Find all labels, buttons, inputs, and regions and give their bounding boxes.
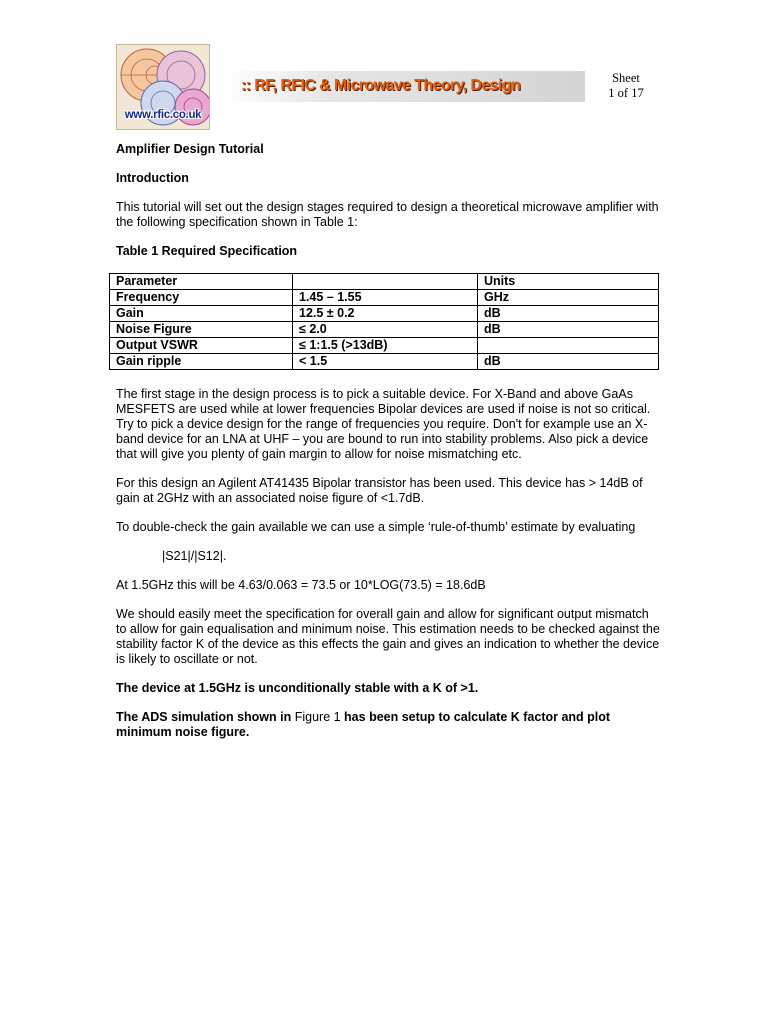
gain-formula: |S21|/|S12|. bbox=[162, 549, 227, 563]
table-cell: GHz bbox=[478, 290, 659, 306]
table-cell: dB bbox=[478, 306, 659, 322]
table-cell: Noise Figure bbox=[110, 322, 293, 338]
table-header-cell bbox=[293, 274, 478, 290]
banner-title: :: RF, RFIC & Microwave Theory, Design bbox=[241, 77, 521, 94]
table-row bbox=[110, 306, 659, 322]
simulation-paragraph bbox=[116, 710, 661, 740]
table-cell: Gain ripple bbox=[110, 354, 293, 370]
table-cell: dB bbox=[478, 354, 659, 370]
table-header-cell: Units bbox=[478, 274, 659, 290]
section-heading: Introduction bbox=[116, 171, 189, 185]
table-cell: Output VSWR bbox=[110, 338, 293, 354]
table-cell: dB bbox=[478, 322, 659, 338]
document-body bbox=[116, 142, 661, 754]
table-cell: Gain bbox=[110, 306, 293, 322]
simulation-text-end: has been setup to calculate K factor and plot minimum noise figure. bbox=[116, 710, 611, 739]
specification-table bbox=[109, 273, 659, 370]
table-row bbox=[110, 322, 659, 338]
header-banner bbox=[221, 71, 585, 102]
table-cell: 12.5 ± 0.2 bbox=[293, 306, 478, 322]
stability-paragraph: We should easily meet the specification for overall gain and allow for significant output mismatch to allow for gain equalisation and minimum noise. This estimation needs to be checked against the stability factor K of the device as this effects the gain and gives an indication to whether the device is likely to oscillate or not. bbox=[116, 607, 660, 666]
gain-calculation: At 1.5GHz this will be 4.63/0.063 = 73.5 or 10*LOG(73.5) = 18.6dB bbox=[116, 578, 486, 592]
table-header-row bbox=[110, 274, 659, 290]
rule-of-thumb-paragraph: To double-check the gain available we can use a simple ‘rule-of-thumb’ estimate by evaluating bbox=[116, 520, 636, 534]
sheet-indicator bbox=[596, 71, 656, 101]
logo-url-text: www.rfic.co.uk bbox=[124, 109, 202, 121]
stability-statement: The device at 1.5GHz is unconditionally stable with a K of >1. bbox=[116, 681, 479, 695]
table-row bbox=[110, 290, 659, 306]
table-cell bbox=[478, 338, 659, 354]
table-cell: ≤ 2.0 bbox=[293, 322, 478, 338]
device-selection-paragraph: The first stage in the design process is to pick a suitable device. For X-Band and above GaAs MESFETS are used while at lower frequencies Bipolar devices are used if noise is not so critical. Try to pick a device design for the range of frequencies you require. Don't for example use an X-band device for an LNA at UHF – you are bound to run into stability problems. Also pick a device that will give you plenty of gain margin to allow for noise mismatching etc. bbox=[116, 387, 651, 461]
intro-paragraph: This tutorial will set out the design stages required to design a theoretical microwave amplifier with the following specification shown in Table 1: bbox=[116, 200, 659, 229]
site-logo bbox=[116, 44, 210, 130]
simulation-text-start: The ADS simulation shown in bbox=[116, 710, 295, 724]
table-cell: 1.45 – 1.55 bbox=[293, 290, 478, 306]
table-cell: < 1.5 bbox=[293, 354, 478, 370]
sheet-label: Sheet bbox=[612, 71, 640, 85]
table-header-cell: Parameter bbox=[110, 274, 293, 290]
table-caption: Table 1 Required Specification bbox=[116, 244, 298, 258]
figure-reference-link[interactable]: Figure 1 bbox=[294, 710, 341, 724]
table-cell: ≤ 1:1.5 (>13dB) bbox=[293, 338, 478, 354]
table-cell: Frequency bbox=[110, 290, 293, 306]
sheet-page-number: 1 of 17 bbox=[608, 86, 644, 100]
document-title: Amplifier Design Tutorial bbox=[116, 142, 264, 156]
table-row bbox=[110, 338, 659, 354]
device-paragraph: For this design an Agilent AT41435 Bipolar transistor has been used. This device has > 14dB of gain at 2GHz with an associated noise figure of <1.7dB. bbox=[116, 476, 643, 505]
table-row bbox=[110, 354, 659, 370]
